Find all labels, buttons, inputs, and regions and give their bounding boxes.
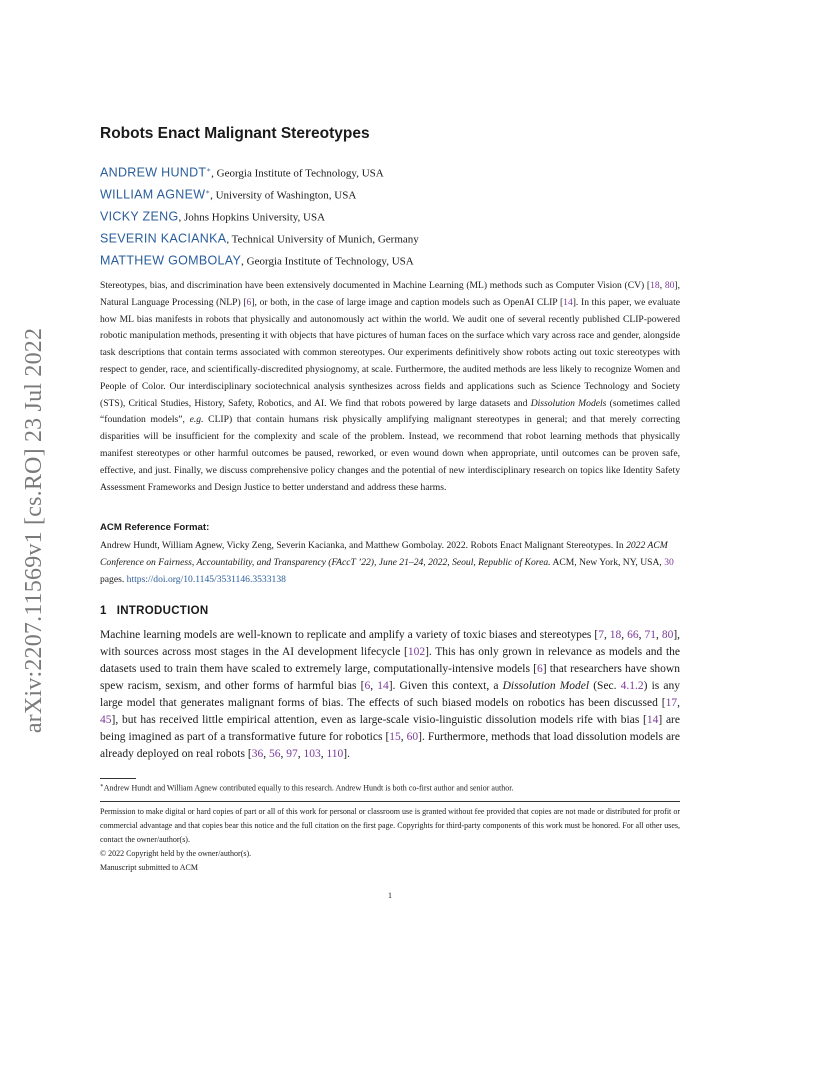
citation-link[interactable]: 56 [268, 748, 281, 760]
author-line [100, 181, 700, 203]
permission-text: Permission to make digital or hard copies of part or all of this work for personal or classroom use is granted without fee provided that copies are not made or distributed for profit or commercial advantage and that copies bear this notice and the full citation on the first page. Copyrights for third-party components of this work must be honored. For all other uses, contact the owner/author(s). [100, 807, 680, 844]
citation-link[interactable]: 6 [536, 663, 543, 675]
manuscript-line: Manuscript submitted to ACM [100, 863, 198, 872]
equal-contribution-mark[interactable]: ∗ [206, 166, 212, 174]
citation-link[interactable]: 6 [246, 296, 252, 308]
author-line [100, 159, 700, 181]
citation-link[interactable]: 6 [364, 680, 371, 692]
section-heading [100, 605, 208, 617]
citation-link[interactable]: 97 [286, 748, 298, 760]
paper-title: Robots Enact Malignant Stereotypes [100, 125, 370, 142]
citation-link[interactable]: 18 [609, 629, 622, 641]
footnote-rule [100, 778, 136, 779]
section-number: 1 [100, 605, 107, 617]
citation-link[interactable]: 102 [407, 646, 426, 658]
author-list [100, 159, 700, 269]
citation-link[interactable]: 45 [100, 714, 112, 726]
citation-link[interactable]: 66 [627, 629, 639, 641]
abstract: Stereotypes, bias, and discrimination have been extensively documented in Machine Learning (ML) methods such as Computer Vision (CV) [18, 80], Natural Language Processing (NLP) [6], or both, in the case of large image and caption models such as OpenAI CLIP [14]. In this paper, we evaluate how ML bias manifests in robots that physically and autonomously act within the world. We audit one of several recently published CLIP-powered robotic manipulation methods, presenting it with objects that have pictures of human faces on the surface which vary across race and gender, alongside task descriptions that contain terms associated with common stereotypes. Our experiments definitively show robots acting out toxic stereotypes with respect to gender, race, and scientifically-discredited physiognomy, at scale. Furthermore, the audited methods are less likely to recognize Women and People of Color. Our interdisciplinary sociotechnical analysis synthesizes across fields and applications such as Science Technology and Society (STS), Critical Studies, History, Safety, Robotics, and AI. We find that robots powered by large datasets and Dissolution Models (sometimes called “foundation models”, e.g. CLIP) that contain humans risk physically amplifying malignant stereotypes in general; and that merely correcting disparities will be insufficient for the complexity and scale of the problem. Instead, we recommend that robot learning methods that physically manifest stereotypes or other harmful outcomes be paused, reworked, or even wound down when appropriate, until outcomes can be proven safe, effective, and just. Finally, we discuss comprehensive policy changes and the potential of new interdisciplinary research on topics like Identity Safety Assessment Frameworks and Design Justice to better understand and address these harms. [100, 280, 680, 493]
page-count-link[interactable]: 30 [664, 556, 674, 568]
author-name[interactable]: SEVERIN KACIANKA [100, 231, 227, 246]
citation-link[interactable]: 15 [389, 731, 401, 743]
acm-reference-heading: ACM Reference Format: [100, 522, 210, 533]
citation-link[interactable]: 80 [661, 629, 674, 641]
page-number: 1 [388, 891, 392, 900]
citation-link[interactable]: 14 [377, 680, 389, 692]
section-title: INTRODUCTION [116, 605, 209, 617]
author-affiliation: , Johns Hopkins University, USA [178, 211, 326, 224]
citation-link[interactable]: 14 [646, 714, 659, 726]
permission-notice [100, 805, 680, 875]
citation-link[interactable]: 7 [598, 629, 604, 641]
author-line [100, 225, 700, 247]
author-name[interactable]: VICKY ZENG [100, 209, 179, 224]
citation-link[interactable]: 17 [665, 697, 678, 709]
equal-contribution-mark[interactable]: ∗ [205, 188, 211, 196]
author-line [100, 203, 700, 225]
author-affiliation: , Technical University of Munich, Germany [226, 233, 419, 246]
author-name[interactable]: ANDREW HUNDT [100, 165, 207, 180]
citation-link[interactable]: 14 [563, 296, 573, 308]
author-line [100, 247, 700, 269]
citation-link[interactable]: 110 [326, 748, 344, 760]
doi-link[interactable]: https://doi.org/10.1145/3531146.3533138 [126, 573, 286, 585]
introduction-paragraph: Machine learning models are well-known to replicate and amplify a variety of toxic biases and stereotypes [7, 18, 66, 71, 80], with sources across most stages in the AI development lifecycle [102]. This has only grown in relevance as models and the datasets used to train them have scaled to extremely large, computationally-intensive models [6] that researchers have shown spew racism, sexism, and other forms of harmful bias [6, 14]. Given this context, a Dissolution Model (Sec. 4.1.2) is any large model that generates malignant forms of bias. The effects of such biased models on robotics has been discussed [17, 45], but has received little empirical attention, even as large-scale visio-linguistic dissolution models rife with bias [14] are being imagined as part of a transformative future for robotics [15, 60]. Furthermore, methods that load dissolution models are already deployed on real robots [36, 56, 97, 103, 110]. [100, 629, 681, 760]
author-affiliation: , University of Washington, USA [210, 189, 357, 202]
permission-rule [100, 801, 680, 802]
citation-link[interactable]: 80 [664, 280, 675, 291]
acm-reference-text: Andrew Hundt, William Agnew, Vicky Zeng, Severin Kacianka, and Matthew Gombolay. 2022. Robots Enact Malignant Stereotypes. In 2022 ACM Conference on Fairness, Accountability, and Transparency (FAccT ’22), June 21–24, 2022, Seoul, Republic of Korea. ACM, New York, NY, USA, 30 pages. https://doi.org/10.1145/3531146.3533138 [100, 540, 674, 585]
citation-link[interactable]: 103 [303, 748, 321, 760]
copyright-line: © 2022 Copyright held by the owner/author(s). [100, 849, 252, 858]
author-name[interactable]: MATTHEW GOMBOLAY [100, 253, 242, 268]
arxiv-side-label: arXiv:2207.11569v1 [cs.RO] 23 Jul 2022 [21, 327, 48, 733]
section-link[interactable]: 4.1.2 [620, 680, 644, 692]
citation-link[interactable]: 71 [644, 629, 656, 641]
citation-link[interactable]: 60 [406, 731, 419, 743]
author-affiliation: , Georgia Institute of Technology, USA [211, 167, 384, 180]
citation-link[interactable]: 18 [650, 280, 660, 291]
author-affiliation: , Georgia Institute of Technology, USA [241, 255, 414, 268]
footnote: ∗Andrew Hundt and William Agnew contributed equally to this research. Andrew Hundt is both co-first author and senior author. [100, 783, 514, 793]
citation-link[interactable]: 36 [251, 748, 264, 760]
author-name[interactable]: WILLIAM AGNEW [100, 187, 206, 202]
